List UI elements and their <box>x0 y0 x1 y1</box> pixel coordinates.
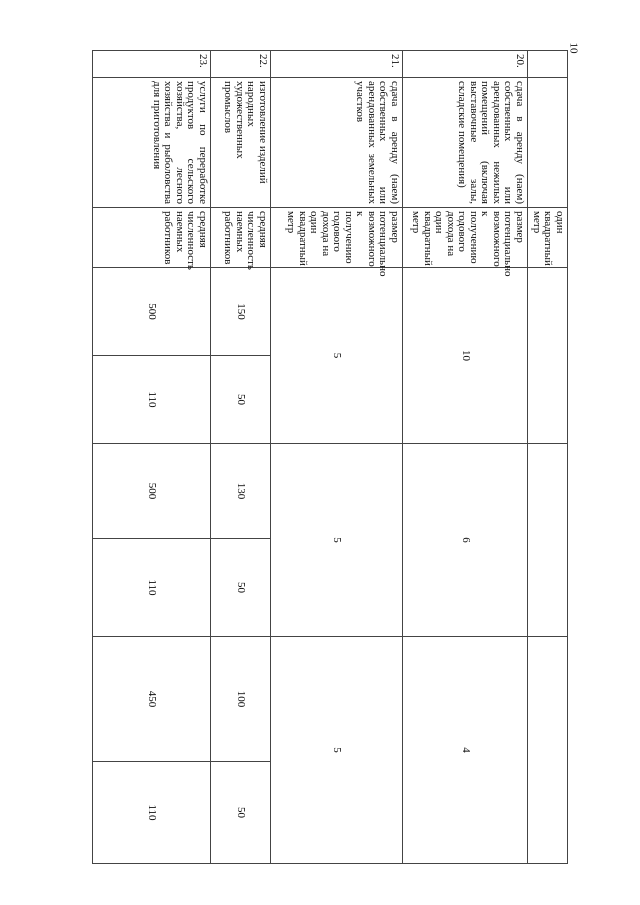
indicator-text: средняя численность наемных работников <box>211 208 271 268</box>
indicator-text: размер потенциально возможного к получению годового дохода на один квадратный метр <box>271 208 403 268</box>
value-cell: 150 <box>211 268 271 356</box>
table-row <box>211 51 271 864</box>
cell-empty <box>528 444 568 637</box>
value-cell: 6 <box>403 444 528 637</box>
indicator-text: средняя численность наемных работников <box>93 208 211 268</box>
value-cell: 110 <box>93 356 211 444</box>
cell-empty <box>528 51 568 78</box>
table-row <box>271 51 403 864</box>
cell-empty <box>528 78 568 208</box>
value-cell: 50 <box>211 356 271 444</box>
activity-text: сдача в аренду (наем) собственных или арендованных нежилых помещений (включая выставочные залы, складские помещения) <box>403 78 528 208</box>
value-cell: 130 <box>211 444 271 539</box>
tariff-table <box>92 50 568 864</box>
value-cell: 10 <box>403 268 528 444</box>
rotated-table-wrapper <box>93 50 568 863</box>
table-row <box>403 51 528 864</box>
table-row <box>528 51 568 864</box>
row-number: 20. <box>403 51 528 78</box>
activity-text: услуги по переработке продуктов сельского хозяйства, лесного хозяйства и рыболовства для приготовления <box>93 78 211 208</box>
value-cell: 450 <box>93 637 211 762</box>
value-cell: 5 <box>271 637 403 864</box>
value-cell: 5 <box>271 444 403 637</box>
unit-cell: один квадратный метр <box>528 208 568 268</box>
value-cell: 50 <box>211 539 271 637</box>
cell-empty <box>528 637 568 864</box>
value-cell: 500 <box>93 268 211 356</box>
row-number: 22. <box>211 51 271 78</box>
activity-text: сдача в аренду (наем) собственных или арендованных земельных участков <box>271 78 403 208</box>
cell-empty <box>528 268 568 444</box>
value-cell: 110 <box>93 762 211 864</box>
row-number: 21. <box>271 51 403 78</box>
value-cell: 100 <box>211 637 271 762</box>
row-number: 23. <box>93 51 211 78</box>
table-row <box>93 51 211 864</box>
indicator-text: размер потенциально возможного к получению годового дохода на один квадратный метр <box>403 208 528 268</box>
value-cell: 110 <box>93 539 211 637</box>
page-number: 10 <box>567 42 580 54</box>
value-cell: 50 <box>211 762 271 864</box>
value-cell: 4 <box>403 637 528 864</box>
value-cell: 5 <box>271 268 403 444</box>
activity-text: изготовление изделий народных художественных промыслов <box>211 78 271 208</box>
value-cell: 500 <box>93 444 211 539</box>
